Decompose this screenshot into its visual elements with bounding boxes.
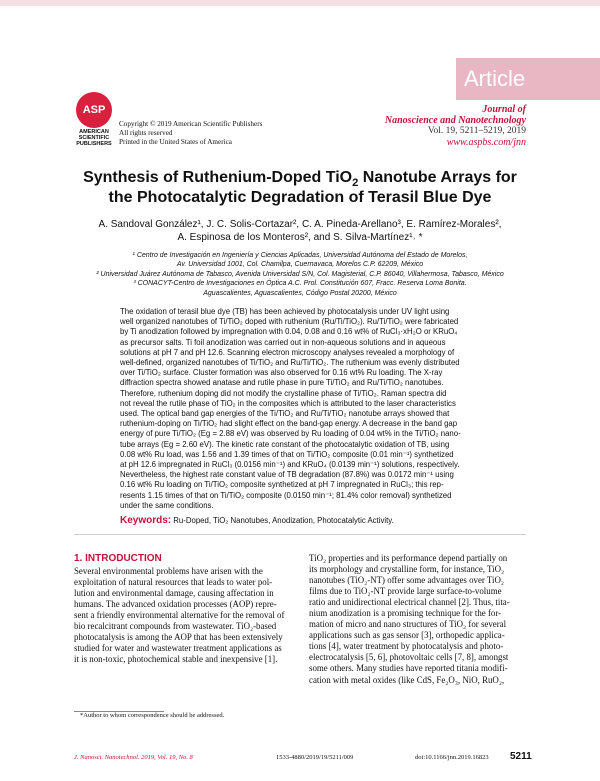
- footer-citation: J. Nanosci. Nanotechnol. 2019, Vol. 19, No. 8: [74, 754, 193, 761]
- footer-issn: 1533-4880/2019/19/5211/009: [276, 754, 354, 761]
- footer-doi: doi:10.1166/jnn.2019.16823: [415, 754, 489, 761]
- logo-text: AMERICAN SCIENTIFIC PUBLISHERS: [76, 129, 112, 147]
- journal-name-line1: Journal of: [482, 104, 526, 115]
- publisher-info: [119, 120, 262, 147]
- keywords: [120, 515, 520, 526]
- journal-name-line2: Nanoscience and Nanotechnology: [384, 115, 526, 126]
- paper-title: Synthesis of Ruthenium-Doped TiO$_2$ Nanotube Arrays for the Photocatalytic Degradation of Terasil Blue Dye: [83, 169, 517, 206]
- logo-letters: ASP: [76, 92, 112, 128]
- printed-line: Printed in the United States of America: [119, 138, 232, 146]
- publisher-logo: [74, 92, 114, 150]
- section-heading: 1. INTRODUCTION: [74, 553, 162, 564]
- author-list: A. Sandoval González¹, J. C. Solis-Cortazar², C. A. Pineda-Arellano³, E. Ramírez-Morales², A. Espinosa de los Monteros², and S. Silva-Martínez¹˒ *: [98, 219, 502, 243]
- journal-url[interactable]: www.aspbs.com/jnn: [446, 137, 526, 148]
- body-column-right: TiO₂ properties and its performance depend partially on its morphology and crystalline form, for instance, TiO₂ nanotubes (TiO₂-NT) offer some advantages over TiO₂ films due to TiO₂-NT provide large surface-to-volume ratio and unidirectional electrical channel [2]. Thus, tita- nium anodization is a promising technique for the for- mation of micro and nano structures of TiO₂ for several applications such as gas sensor [3], orthopedic applica- tions [4], water treatment by photocatalysis and photo- electrocatalysis [5, 6], photovoltaic cells [7, 8], amongst some others. Many studies have reported titania modifi- cation with metal oxides (like CdS, Fe₂O₃, NiO, RuO₂,: [309, 553, 510, 685]
- journal-info: [385, 104, 526, 148]
- volume-info: Vol. 19, 5211–5219, 2019: [427, 126, 526, 136]
- rights-line: All rights reserved: [119, 129, 173, 137]
- keywords-text: Ru-Doped, TiO₂ Nanotubes, Anodization, Photocatalytic Activity.: [173, 516, 394, 525]
- divider: [74, 534, 526, 535]
- keywords-label: Keywords:: [120, 515, 172, 526]
- footnote: *Author to whom correspondence should be addressed.: [80, 712, 225, 719]
- abstract: The oxidation of terasil blue dye (TB) has been achieved by photocatalysis under UV light using well organized nanotubes of Ti/TiO₂ doped with ruthenium (Ru/Ti/TiO₂). Ru/Ti/TiO₂ were fabricated by Ti anodization followed by impregnation with 0.04, 0.08 and 0.16 wt% of RuCl₃·xH₂O or KRuO₄ as precursor salts. Ti foil anodization was carried out in non-aqueous solutions and in aqueous solutions at pH 7 and pH 12.6. Scanning electron microscopy analyses revealed a morphology of well-defined, organized nanotubes of Ti/TiO₂ and Ru/Ti/TiO₂. The ruthenium was evenly distributed over Ti/TiO₂ surface. Cluster formation was also observed for 0.16 wt% Ru loading. The X-ray diffraction spectra showed anatase and rutile phase in pure Ti/TiO₂ and Ru/Ti/TiO₂ nanotubes. Therefore, ruthenium doping did not modify the crystalline phase of Ti/TiO₂. Raman spectra did not reveal the rutile phase of TiO₂ in the composites which is attributed to the laser characteristics used. The optical band gap energies of the Ti/TiO₂ and Ru/Ti/TiO₂ nanotube arrays showed that ruthenium-doping on Ti/TiO₂ had slight effect on the band-gap energy. A decrease in the band gap energy of pure Ti/TiO₂ (Eg = 2.88 eV) was observed by Ru loading of 0.04 wt% in the Ti/TiO₂ nano- tube arrays (Eg = 2.60 eV). The kinetic rate constant of the photocatalytic oxidation of TB, using 0.08 wt% Ru load, was 1.56 and 1.39 times of that on Ti/TiO₂ composite (0.01 min⁻¹) synthetized at pH 12.6 impregnated in RuCl₃ (0.0156 min⁻¹) and KRuO₄ (0.0139 min⁻¹) solutions, respectively. Nevertheless, the highest rate constant value of TB degradation (87.8%) was 0.0172 min⁻¹ using 0.16 wt% Ru loading on Ti/TiO₂ composite synthetized at pH 7 impregnated in RuCl₃; this rep- resents 1.15 times of that on Ti/TiO₂ composite (0.0150 min⁻¹; 81.4% color removal) synthetized under the same conditions.: [120, 307, 461, 510]
- body-column-left: 1. INTRODUCTION Several environmental problems have arisen with the exploitation of natural resources that leads to water pol- lution and environmental damage, causing affectation in humans. The advanced oxidation processes (AOP) repre- sent a friendly environmental alternative for the removal of bio recalcitrant compounds from wastewater. TiO₂-based photocatalysis is among the AOP that has been extensively studied for water and wastewater treatment applications as it is non-toxic, photochemical stable and inexpensive [1].: [74, 553, 300, 665]
- page-number: 5211: [510, 751, 532, 762]
- top-band: [0, 0, 600, 6]
- affiliations: ¹ Centro de Investigación en Ingeniería y Ciencias Aplicadas, Universidad Autónoma del Estado de Morelos, Av. Universidad 1001, Col. Chamilpa, Cuernavaca, Morelos C.P. 62209, México ² Universidad Juárez Autónoma de Tabasco, Avenida Universidad S/N, Col. Magisterial, C.P. 86040, Villahermosa, Tabasco, México ³ CONACYT-Centro de Investigaciones en Óptica A.C. Prol. Constitución 607, Fracc. Reserva Loma Bonita. Aguascalientes, Aguascalientes, Código Postal 20200, México: [96, 252, 504, 297]
- copyright-line: Copyright © 2019 American Scientific Publishers: [119, 120, 263, 128]
- article-type-label: Article: [456, 58, 600, 100]
